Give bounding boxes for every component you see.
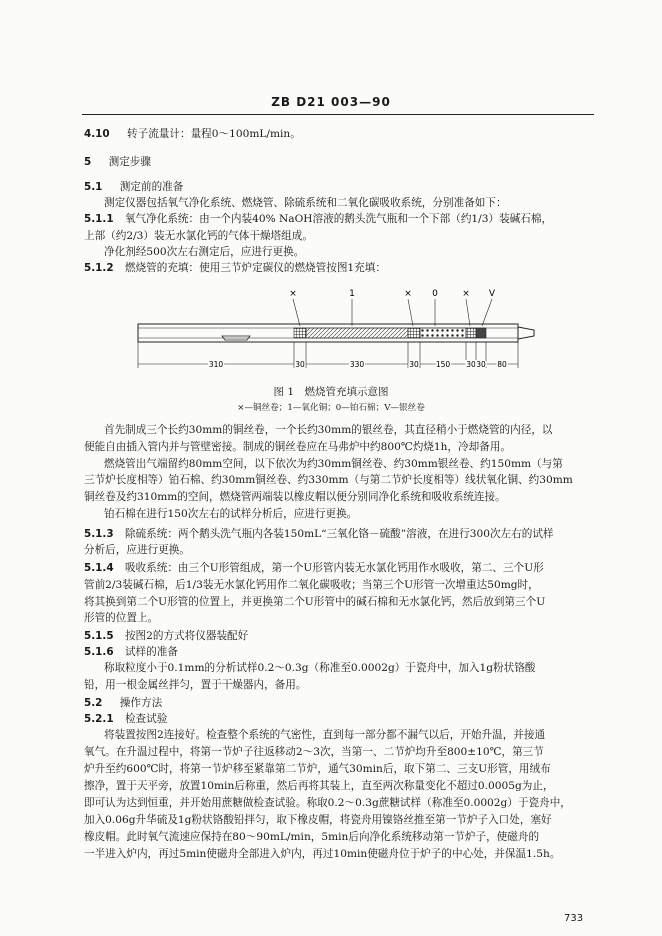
clause-number: 5.1.1 — [84, 213, 114, 225]
clause-number: 5.1 — [84, 181, 103, 193]
paragraph-line: 首先制成三个长约30mm的铜丝卷，一个长约30mm的银丝卷，其直径稍小于燃烧管的内径，以 — [104, 424, 553, 436]
platinum-asbestos-fill — [420, 328, 466, 338]
paragraph-line: 擦净，置于天平旁，放置10min后称重，然后再将其装上，直至两次称量变化不超过0.0005g为止， — [84, 780, 554, 792]
paragraph-line: 分析后，应进行更换。 — [84, 544, 190, 556]
paragraph-line: 净化剂经500次左右测定后，应进行更换。 — [104, 246, 305, 258]
clause-number: 5.1.5 — [84, 630, 114, 642]
paragraph-line: 测定仪器包括氧气净化系统、燃烧管、除硫系统和二氧化碳吸收系统，分别准备如下： — [104, 197, 507, 209]
figure-legend: ×—铜丝卷；1—氧化铜；0—铂石棉；V—银丝卷 — [237, 403, 425, 413]
paragraph-line: 氧气。在升温过程中，将第一节炉子往返移动2～3次，当第一、二节炉均升至800±10℃，第三节 — [84, 746, 544, 758]
paragraph-line: 形管的位置上。 — [84, 612, 159, 624]
label-copper-3: × — [462, 289, 470, 299]
dim-30b: 30 — [409, 360, 419, 369]
dim-80: 80 — [497, 360, 507, 369]
copper-coil-1 — [294, 328, 306, 338]
clause-title: 操作方法 — [119, 697, 163, 709]
figure-caption: 图 1 燃烧管充填示意图 — [273, 386, 389, 398]
paragraph-line: 氧气净化系统：由一个内装40% NaOH溶液的鹅头洗气瓶和一个下部（约1/3）装碱石棉， — [124, 213, 553, 225]
clause-title: 试样的准备 — [124, 646, 178, 658]
paragraph-line: 一半进入炉内，再过5min使磁舟全部进入炉内，再过10min使磁舟位于炉子的中心处，并保温1.5h。 — [84, 848, 561, 860]
clause-5-2-heading — [84, 697, 162, 710]
paragraph-line: 将其换到第二个U形管的位置上，并更换第二个U形管中的碱石棉和无水氯化钙，然后放到第三个U — [84, 596, 546, 608]
paragraph-line: 铂石棉在进行150次左右的试样分析后，应进行更换。 — [104, 508, 358, 520]
paragraph-line: 燃烧管的充填：使用三节炉定碳仪的燃烧管按图1充填： — [124, 262, 386, 274]
paragraph-line: 加入0.06g升华硫及1g粉状铬酸铅拌匀，取下橡皮帽，将瓷舟用镍铬丝推至第一节炉子入口处，塞好 — [84, 814, 552, 826]
paragraph-line: 三节炉长度相等）铂石棉、约30mm铜丝卷、约330mm（与第二节炉长度相等）线状氧化铜、约30mm — [84, 474, 573, 486]
dim-30c: 30 — [466, 360, 476, 369]
clause-title: 检查试验 — [124, 713, 168, 725]
combustion-tube-figure — [130, 288, 550, 380]
clause-5-1-6-heading — [84, 646, 178, 659]
dim-30d: 30 — [476, 360, 486, 369]
clause-5-1-3 — [84, 528, 554, 541]
dim-330: 330 — [349, 360, 365, 369]
label-silver: V — [488, 289, 496, 299]
paragraph-line: 即可认为达到恒重，并开始用蔗糖做检查试验。称取0.2～0.3g蔗糖试样（称准至0.0002g）于瓷舟中， — [84, 797, 571, 809]
section-title: 测定步骤 — [108, 156, 151, 168]
clause-5-1-1 — [84, 213, 552, 226]
clause-5-2-1-heading — [84, 713, 167, 726]
paragraph-line: 橡皮帽。此时氧气流速应保持在80～90mL/min，5min后向净化系统移动第一节炉子，使磁舟的 — [84, 831, 540, 843]
clause-number: 5.2.1 — [84, 713, 114, 725]
leader-lines — [293, 299, 492, 326]
clause-title: 测定前的准备 — [119, 181, 184, 193]
standard-code-header: ZB D21 003—90 — [271, 95, 391, 109]
silver-coil — [476, 328, 486, 338]
page-number: 733 — [564, 913, 584, 924]
clause-number: 4.10 — [84, 128, 110, 140]
copper-coil-2 — [408, 328, 420, 338]
clause-number: 5.1.2 — [84, 262, 114, 274]
label-copper-1: × — [289, 289, 297, 299]
paragraph-line: 便能自由插入管内并与管壁密接。制成的铜丝卷应在马弗炉中约800℃灼烧1h，冷却备用。 — [84, 441, 512, 453]
section-5-heading — [84, 156, 151, 169]
clause-5-1-2 — [84, 262, 386, 275]
label-platinum-asbestos: 0 — [432, 289, 438, 299]
paragraph-line: 炉升至约600℃时，将第一节炉移至紧靠第二节炉，通气30min后，取下第二、三支U形管，用绒布 — [84, 763, 551, 775]
paragraph-line: 铜丝卷及约310mm的空间，燃烧管两端装以橡皮帽以便分别同净化系统和吸收系统连接。 — [84, 491, 506, 503]
clause-5-1-5 — [84, 630, 248, 643]
dim-30a: 30 — [295, 360, 305, 369]
dim-150: 150 — [435, 360, 451, 369]
clause-number: 5.2 — [84, 697, 103, 709]
dim-310: 310 — [208, 360, 224, 369]
clause-4-10 — [84, 128, 301, 141]
clause-number: 5.1.6 — [84, 646, 114, 658]
paragraph-line: 吸收系统：由三个U形管组成，第一个U形管内装无水氯化钙用作水吸收，第二、三个U形 — [124, 562, 544, 574]
clause-text: 转子流量计：量程0～100mL/min。 — [127, 128, 301, 140]
paragraph-line: 将装置按图2连接好。检查整个系统的气密性，直到每一部分都不漏气以后，开始升温，并接通 — [104, 729, 546, 741]
clause-5-1-heading — [84, 181, 183, 194]
clause-number: 5.1.3 — [84, 528, 114, 540]
paragraph-line: 称取粒度小于0.1mm的分析试样0.2～0.3g（称准至0.0002g）于瓷舟中，加入1g粉状铬酸 — [104, 662, 536, 674]
paragraph-line: 按图2的方式将仪器装配好 — [124, 630, 249, 642]
copper-coil-3 — [466, 328, 476, 338]
label-copper-2: × — [404, 289, 412, 299]
paragraph-line: 管前2/3装碱石棉，后1/3装无水氯化钙用作二氧化碳吸收；当第三个U形管一次增重达50mg时， — [84, 579, 539, 591]
paragraph-line: 上部（约2/3）装无水氯化钙的气体干燥塔组成。 — [84, 230, 313, 242]
clause-number: 5.1.4 — [84, 562, 114, 574]
section-number: 5 — [84, 156, 92, 168]
dimension-lines — [138, 342, 518, 368]
paragraph-line: 铅，用一根金属丝拌匀，置于干燥器内，备用。 — [84, 679, 307, 691]
label-copper-oxide: 1 — [349, 289, 355, 299]
clause-5-1-4 — [84, 562, 544, 575]
paragraph-line: 燃烧管出气端留约80mm空间，以下依次为约30mm铜丝卷、约30mm银丝卷、约150mm（与第 — [104, 458, 563, 470]
copper-oxide-fill — [306, 328, 408, 338]
header-rule — [82, 114, 594, 115]
paragraph-line: 除硫系统：两个鹅头洗气瓶内各装150mL“三氧化铬－硫酸”溶液，在进行300次左右的试样 — [124, 528, 554, 540]
